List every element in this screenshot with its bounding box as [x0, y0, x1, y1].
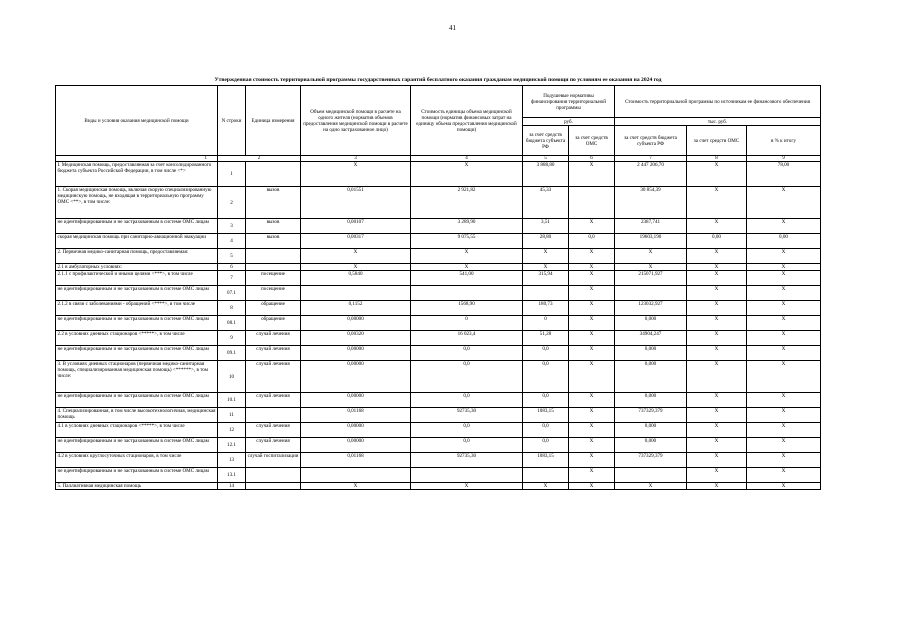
row-volume: 0,00000: [301, 346, 411, 361]
row-per-capita-budget: 0,0: [523, 346, 569, 361]
row-unit-cost: X: [411, 264, 523, 271]
row-unit-cost: 0,0: [411, 346, 523, 361]
row-unit-cost: 16 023,4: [411, 331, 523, 346]
row-per-capita-budget: X: [523, 483, 569, 490]
row-number: 7: [218, 271, 246, 286]
row-number: 6: [218, 264, 246, 271]
row-unit: [246, 483, 301, 490]
row-number: 07.1: [218, 286, 246, 301]
table-row: [56, 423, 821, 438]
row-source-percent: X: [747, 468, 821, 483]
column-number: 6: [569, 156, 615, 162]
row-unit: вызов: [246, 187, 301, 219]
row-unit-cost: X: [411, 483, 523, 490]
row-per-capita-budget: [523, 468, 569, 483]
header-per-capita: Подушевые нормативы финансирования территориальной программы: [523, 86, 615, 118]
row-number: 12.1: [218, 438, 246, 453]
row-source-percent: X: [747, 453, 821, 468]
row-volume: [301, 286, 411, 301]
row-unit: случай лечения: [246, 346, 301, 361]
row-volume: 0,00000: [301, 316, 411, 331]
row-volume: 0,00000: [301, 361, 411, 393]
row-source-oms: X: [687, 483, 747, 490]
row-source-budget: 34904,247: [615, 331, 687, 346]
row-name: не идентифицированным и не застрахованным в системе ОМС лицам: [56, 219, 218, 234]
row-unit-cost: 0: [411, 316, 523, 331]
row-per-capita-budget: [523, 286, 569, 301]
row-source-oms: X: [687, 331, 747, 346]
row-source-percent: 78,00: [747, 162, 821, 187]
row-per-capita-oms: X: [569, 301, 615, 316]
row-per-capita-budget: 45,33: [523, 187, 569, 219]
row-number: 11: [218, 408, 246, 423]
header-unit: Единица измерения: [246, 86, 301, 156]
row-unit-cost: 0,0: [411, 423, 523, 438]
row-unit: вызов: [246, 234, 301, 249]
row-per-capita-budget: X: [523, 249, 569, 264]
row-source-percent: X: [747, 286, 821, 301]
row-volume: 0,00320: [301, 331, 411, 346]
row-unit: случай лечения: [246, 393, 301, 408]
row-source-oms: X: [687, 361, 747, 393]
row-number: 1: [218, 162, 246, 187]
row-volume: 0,00317: [301, 234, 411, 249]
column-number: 7: [615, 156, 687, 162]
document-title: Утвержденная стоимость территориальной программы государственных гарантий бесплатного оказания гражданам медицинской помощи по условиям ее оказания на 2024 год: [214, 77, 662, 83]
row-number: 3: [218, 219, 246, 234]
row-number: 8: [218, 301, 246, 316]
row-source-budget: 2 447 206,70: [615, 162, 687, 187]
row-name: 2. Первичная медико-санитарная помощь, предоставляемая:: [56, 249, 218, 264]
row-per-capita-oms: X: [569, 408, 615, 423]
row-source-budget: 123032,927: [615, 301, 687, 316]
row-unit-cost: 0,0: [411, 361, 523, 393]
header-source-percent: в % к итогу: [747, 126, 821, 156]
row-source-percent: X: [747, 483, 821, 490]
table-row: [56, 346, 821, 361]
row-number: 2: [218, 187, 246, 219]
row-volume: 0,00000: [301, 393, 411, 408]
row-per-capita-oms: X: [569, 423, 615, 438]
row-name: скорая медицинская помощь при санитарно-авиационной эвакуации: [56, 234, 218, 249]
row-source-oms: X: [687, 286, 747, 301]
row-per-capita-oms: X: [569, 286, 615, 301]
row-name: 4.1 в условиях дневных стационаров <*****>, в том числе: [56, 423, 218, 438]
row-per-capita-budget: 180,73: [523, 301, 569, 316]
row-volume: 0,1152: [301, 301, 411, 316]
row-per-capita-oms: X: [569, 361, 615, 393]
row-number: 09.1: [218, 346, 246, 361]
table-row: [56, 393, 821, 408]
row-unit-cost: 2 921,82: [411, 187, 523, 219]
row-per-capita-oms: X: [569, 162, 615, 187]
table-row: [56, 468, 821, 483]
row-volume: 0,01551: [301, 187, 411, 219]
header-source-oms: за счет средств ОМС: [687, 126, 747, 156]
row-per-capita-budget: 0,0: [523, 423, 569, 438]
row-number: 5: [218, 249, 246, 264]
column-number: 3: [301, 156, 411, 162]
row-source-oms: X: [687, 249, 747, 264]
row-per-capita-budget: 1083,15: [523, 453, 569, 468]
header-cost-sources-unit: тыс. руб.: [615, 118, 821, 126]
row-unit: случай лечения: [246, 361, 301, 393]
header-cost-sources: Стоимость территориальной программы по источникам ее финансового обеспечения: [615, 86, 821, 118]
row-source-percent: X: [747, 331, 821, 346]
table-row: [56, 361, 821, 393]
row-source-percent: X: [747, 438, 821, 453]
row-source-percent: X: [747, 249, 821, 264]
row-source-budget: 0,000: [615, 423, 687, 438]
row-source-percent: X: [747, 423, 821, 438]
column-number: 5: [523, 156, 569, 162]
row-per-capita-oms: X: [569, 219, 615, 234]
column-number: 1: [56, 156, 218, 162]
row-volume: X: [301, 264, 411, 271]
row-source-percent: X: [747, 187, 821, 219]
row-per-capita-oms: X: [569, 264, 615, 271]
row-per-capita-oms: [569, 187, 615, 219]
row-name: 2.1 в амбулаторных условиях:: [56, 264, 218, 271]
row-source-percent: 0,00: [747, 234, 821, 249]
row-per-capita-oms: X: [569, 393, 615, 408]
row-source-oms: X: [687, 219, 747, 234]
row-number: 13.1: [218, 468, 246, 483]
row-unit: обращение: [246, 316, 301, 331]
row-source-budget: [615, 468, 687, 483]
row-unit-cost: 92735,30: [411, 453, 523, 468]
header-source-budget: за счет средств бюджета субъекта РФ: [615, 126, 687, 156]
row-unit-cost: 0,0: [411, 438, 523, 453]
row-volume: X: [301, 162, 411, 187]
row-number: 9: [218, 331, 246, 346]
row-per-capita-budget: 28,80: [523, 234, 569, 249]
row-per-capita-budget: X: [523, 264, 569, 271]
row-volume: X: [301, 483, 411, 490]
program-cost-table: [55, 85, 821, 490]
row-name: не идентифицированным и не застрахованным в системе ОМС лицам: [56, 286, 218, 301]
row-source-oms: X: [687, 187, 747, 219]
row-name: не идентифицированным и не застрахованным в системе ОМС лицам: [56, 438, 218, 453]
row-source-budget: [615, 286, 687, 301]
row-per-capita-oms: X: [569, 453, 615, 468]
row-name: 3. В условиях дневных стационаров (первичная медико-санитарная помощь, специализированная медицинская помощь) <******>, в том числе:: [56, 361, 218, 393]
row-unit: посещение: [246, 271, 301, 286]
table-row: [56, 408, 821, 423]
row-unit: случай лечения: [246, 423, 301, 438]
row-per-capita-budget: 0,0: [523, 393, 569, 408]
row-unit: [246, 249, 301, 264]
row-unit-cost: X: [411, 162, 523, 187]
row-name: 2.2 в условиях дневных стационаров <*****>, в том числе: [56, 331, 218, 346]
row-source-oms: X: [687, 453, 747, 468]
table-header: [56, 86, 821, 162]
row-volume: 0,00000: [301, 438, 411, 453]
row-per-capita-budget: 0,0: [523, 438, 569, 453]
row-source-oms: X: [687, 264, 747, 271]
row-source-oms: X: [687, 162, 747, 187]
header-unit-cost: Стоимость единицы объема медицинской помощи (норматив финансовых затрат на единицу объема предоставления медицинской помощи): [411, 86, 523, 156]
header-per-capita-budget: за счет средств бюджета субъекта РФ: [523, 126, 569, 156]
row-source-budget: 0,000: [615, 361, 687, 393]
row-unit-cost: [411, 286, 523, 301]
row-number: 10.1: [218, 393, 246, 408]
row-per-capita-oms: 0,0: [569, 234, 615, 249]
row-source-percent: X: [747, 264, 821, 271]
row-source-budget: 30 854,39: [615, 187, 687, 219]
row-name: I. Медицинская помощь, предоставляемая за счет консолидированного бюджета субъекта Российской Федерации, в том числе <*>: [56, 162, 218, 187]
row-per-capita-budget: 3 888,80: [523, 162, 569, 187]
row-number: 4: [218, 234, 246, 249]
table-row: [56, 234, 821, 249]
row-source-budget: 737329,379: [615, 453, 687, 468]
row-source-oms: X: [687, 468, 747, 483]
row-per-capita-oms: X: [569, 249, 615, 264]
row-per-capita-budget: 3,51: [523, 219, 569, 234]
table-row: [56, 271, 821, 286]
table-row: [56, 483, 821, 490]
row-name: не идентифицированным и не застрахованным в системе ОМС лицам: [56, 316, 218, 331]
row-name: не идентифицированным и не застрахованным в системе ОМС лицам: [56, 393, 218, 408]
row-source-budget: 0,000: [615, 316, 687, 331]
row-source-oms: X: [687, 316, 747, 331]
row-source-budget: 737329,379: [615, 408, 687, 423]
row-source-oms: 0,00: [687, 234, 747, 249]
row-unit-cost: 3 289,90: [411, 219, 523, 234]
header-per-capita-oms: за счет средств ОМС: [569, 126, 615, 156]
row-source-percent: X: [747, 361, 821, 393]
row-volume: 0,00107: [301, 219, 411, 234]
row-source-oms: X: [687, 346, 747, 361]
row-name: 5. Паллиативная медицинская помощь: [56, 483, 218, 490]
page-number: 41: [449, 24, 456, 32]
row-volume: [301, 468, 411, 483]
row-unit: случай госпитализации: [246, 453, 301, 468]
table-row: [56, 316, 821, 331]
row-source-budget: X: [615, 249, 687, 264]
table-body: [56, 162, 821, 490]
row-unit-cost: 0,0: [411, 393, 523, 408]
row-source-percent: X: [747, 393, 821, 408]
column-number: 9: [747, 156, 821, 162]
row-number: 10: [218, 361, 246, 393]
row-source-budget: 0,000: [615, 438, 687, 453]
row-per-capita-oms: X: [569, 483, 615, 490]
row-source-oms: X: [687, 438, 747, 453]
row-source-percent: X: [747, 301, 821, 316]
header-row-number: N строки: [218, 86, 246, 156]
row-unit: [246, 468, 301, 483]
row-source-oms: X: [687, 393, 747, 408]
table-row: [56, 286, 821, 301]
row-number: 14: [218, 483, 246, 490]
column-number: 2: [218, 156, 301, 162]
row-per-capita-oms: X: [569, 438, 615, 453]
row-source-oms: X: [687, 301, 747, 316]
row-per-capita-oms: X: [569, 346, 615, 361]
row-source-oms: X: [687, 408, 747, 423]
row-source-oms: X: [687, 271, 747, 286]
row-unit: [246, 264, 301, 271]
row-unit-cost: X: [411, 249, 523, 264]
row-unit: [246, 408, 301, 423]
row-source-percent: X: [747, 346, 821, 361]
row-unit-cost: 92735,30: [411, 408, 523, 423]
table-row: [56, 249, 821, 264]
row-source-budget: 2387,741: [615, 219, 687, 234]
row-unit-cost: 9 075,55: [411, 234, 523, 249]
row-source-budget: 19603,190: [615, 234, 687, 249]
row-per-capita-oms: X: [569, 331, 615, 346]
row-unit: случай лечения: [246, 438, 301, 453]
table-row: [56, 264, 821, 271]
header-volume: Объем медицинской помощи в расчете на одного жителя (норматив объемов предоставления медицинской помощи в расчете на одно застрахованное лицо): [301, 86, 411, 156]
row-per-capita-budget: 0: [523, 316, 569, 331]
row-unit: [246, 162, 301, 187]
row-name: не идентифицированным и не застрахованным в системе ОМС лицам: [56, 468, 218, 483]
table-row: [56, 453, 821, 468]
row-unit: посещение: [246, 286, 301, 301]
row-number: 12: [218, 423, 246, 438]
row-name: 4.2 в условиях круглосуточных стационаров, в том числе: [56, 453, 218, 468]
row-unit-cost: 541,00: [411, 271, 523, 286]
row-per-capita-budget: 315,94: [523, 271, 569, 286]
row-source-budget: 215071,927: [615, 271, 687, 286]
row-name: 1. Скорая медицинская помощь, включая скорую специализированную медицинскую помощь, не входящая в территориальную программу ОМС <**>, в том числе:: [56, 187, 218, 219]
header-per-capita-unit: руб.: [523, 118, 615, 126]
row-number: 13: [218, 453, 246, 468]
row-source-budget: 0,000: [615, 346, 687, 361]
row-source-budget: X: [615, 264, 687, 271]
header-kind: Виды и условия оказания медицинской помощи: [56, 86, 218, 156]
row-volume: 0,00000: [301, 423, 411, 438]
row-unit: вызов: [246, 219, 301, 234]
row-per-capita-budget: 51,28: [523, 331, 569, 346]
table-row: [56, 438, 821, 453]
row-source-budget: X: [615, 483, 687, 490]
row-unit: случай лечения: [246, 331, 301, 346]
row-per-capita-budget: 1083,15: [523, 408, 569, 423]
table-row: [56, 219, 821, 234]
table-row: [56, 162, 821, 187]
row-unit-cost: 1568,90: [411, 301, 523, 316]
row-name: 2.1.2 в связи с заболеваниями - обращений <****>, в том числе: [56, 301, 218, 316]
row-per-capita-budget: 0,0: [523, 361, 569, 393]
row-source-percent: X: [747, 271, 821, 286]
row-volume: X: [301, 249, 411, 264]
row-volume: 0,01168: [301, 408, 411, 423]
row-name: 4. Специализированная, в том числе высокотехнологичная, медицинская помощь: [56, 408, 218, 423]
row-unit-cost: [411, 468, 523, 483]
row-volume: 0,01168: [301, 453, 411, 468]
table-row: [56, 301, 821, 316]
row-volume: 0,5840: [301, 271, 411, 286]
row-source-percent: X: [747, 408, 821, 423]
row-per-capita-oms: X: [569, 316, 615, 331]
row-name: не идентифицированным и не застрахованным в системе ОМС лицам: [56, 346, 218, 361]
table-row: [56, 331, 821, 346]
row-number: 08.1: [218, 316, 246, 331]
column-number: 8: [687, 156, 747, 162]
row-source-oms: X: [687, 423, 747, 438]
row-source-percent: X: [747, 316, 821, 331]
row-unit: обращение: [246, 301, 301, 316]
table-row: [56, 187, 821, 219]
row-per-capita-oms: X: [569, 468, 615, 483]
row-source-percent: X: [747, 219, 821, 234]
row-source-budget: 0,000: [615, 393, 687, 408]
row-per-capita-oms: X: [569, 271, 615, 286]
column-number: 4: [411, 156, 523, 162]
row-name: 2.1.1 с профилактической и иными целями <***>, в том числе: [56, 271, 218, 286]
